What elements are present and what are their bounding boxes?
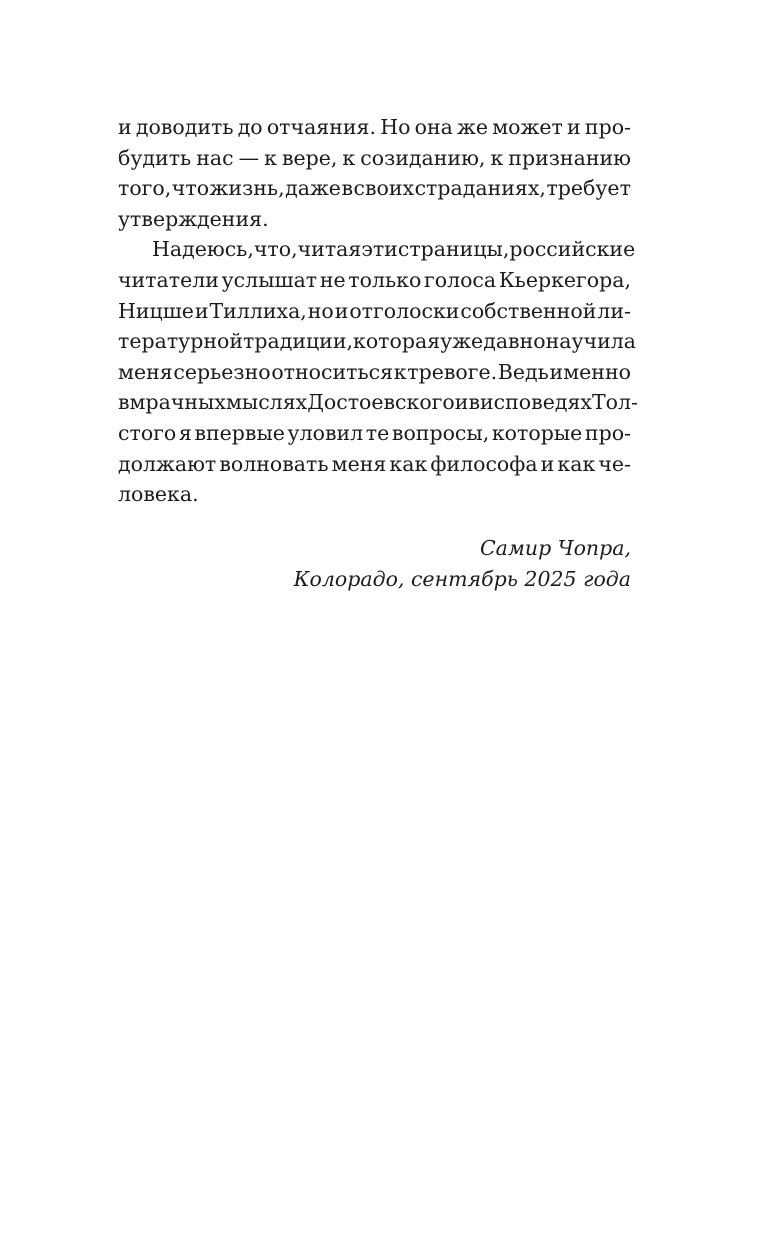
word: ли- (597, 298, 631, 323)
text-line (118, 296, 631, 327)
word: жизнь, (209, 176, 285, 201)
word: что, (253, 237, 298, 262)
word: я (178, 420, 192, 445)
signature-place-date: Колорадо, сентябрь 2025 года (293, 566, 631, 591)
text-line (118, 234, 636, 265)
word: эти (361, 237, 398, 262)
word: — (238, 145, 260, 170)
word: че- (598, 451, 631, 476)
word: тревоге. (407, 359, 498, 384)
signature-block (294, 533, 631, 594)
word: и (454, 390, 469, 415)
word: к (490, 145, 504, 170)
word: уже (440, 329, 484, 354)
word: и (540, 451, 555, 476)
word: и (194, 298, 209, 323)
word: исповедях (480, 390, 592, 415)
word: мыслях (225, 390, 308, 415)
word: отчаяния. (266, 115, 377, 139)
text-line (118, 265, 631, 296)
word: философа (430, 451, 538, 476)
word: доводить (135, 115, 234, 139)
word: отголоски (349, 298, 460, 323)
word: Надеюсь, (152, 237, 254, 262)
word: должают (118, 451, 217, 476)
word: которые (491, 420, 583, 445)
word: в (468, 390, 480, 415)
word: что (171, 176, 210, 201)
word: Тол- (591, 390, 638, 415)
word: она (414, 115, 453, 139)
word: же (457, 115, 489, 139)
text-line: утверждения. (118, 206, 269, 231)
word: своих (353, 176, 415, 201)
word: Ведь (497, 359, 549, 384)
word: Кьеркегора, (498, 267, 631, 292)
word: относиться (271, 359, 394, 384)
word: признанию (508, 145, 631, 170)
word: страданиях, (414, 176, 546, 201)
word: именно (549, 359, 631, 384)
word: не (319, 267, 346, 292)
word: как (557, 451, 596, 476)
word: меня (118, 359, 173, 384)
body-text (118, 112, 638, 510)
word: может (492, 115, 563, 139)
word: услышат (221, 267, 318, 292)
word: волновать (219, 451, 329, 476)
word: научила (545, 329, 637, 354)
word: Тиллиха, (209, 298, 307, 323)
text-line (118, 449, 631, 480)
word: созиданию, (360, 145, 486, 170)
signature-author: Самир Чопра, (480, 536, 631, 560)
word: к (393, 359, 407, 384)
text-line (118, 112, 631, 143)
word: только (348, 267, 422, 292)
word: мрачных (129, 390, 226, 415)
word: требует (546, 176, 631, 201)
word: вопросы, (391, 420, 490, 445)
text-line (118, 357, 631, 388)
word: к (264, 145, 277, 170)
word: серьезно (173, 359, 271, 384)
text-line (118, 387, 638, 418)
word: про- (584, 420, 631, 445)
word: давно (483, 329, 546, 354)
word: нас (196, 145, 234, 170)
text-line (118, 418, 631, 449)
word: и (118, 115, 132, 139)
word: читатели (118, 267, 219, 292)
word: и (567, 115, 581, 139)
word: страницы, (397, 237, 510, 262)
word: того, (118, 176, 172, 201)
word: про- (584, 115, 631, 139)
word: но (307, 298, 334, 323)
word: читая (297, 237, 362, 262)
word: Ницше (118, 298, 194, 323)
word: до (237, 115, 263, 139)
word: уловил (287, 420, 364, 445)
word: в (341, 176, 353, 201)
word: стого (118, 420, 177, 445)
word: будить (118, 145, 192, 170)
word: тературной (118, 329, 244, 354)
word: которая (353, 329, 441, 354)
word: Достоевского (307, 390, 455, 415)
word: собственной (460, 298, 597, 323)
word: те (365, 420, 390, 445)
word: Но (380, 115, 411, 139)
word: вере, (281, 145, 338, 170)
word: меня (331, 451, 387, 476)
text-line (118, 173, 631, 204)
word: в (118, 390, 130, 415)
word: даже (285, 176, 341, 201)
text-line: ловека. (118, 482, 199, 507)
word: впервые (194, 420, 285, 445)
word: российские (509, 237, 636, 262)
word: как (389, 451, 428, 476)
word: и (334, 298, 349, 323)
word: голоса (423, 267, 497, 292)
word: традиции, (243, 329, 354, 354)
text-line (118, 143, 631, 174)
word: к (342, 145, 356, 170)
text-line (118, 326, 637, 357)
